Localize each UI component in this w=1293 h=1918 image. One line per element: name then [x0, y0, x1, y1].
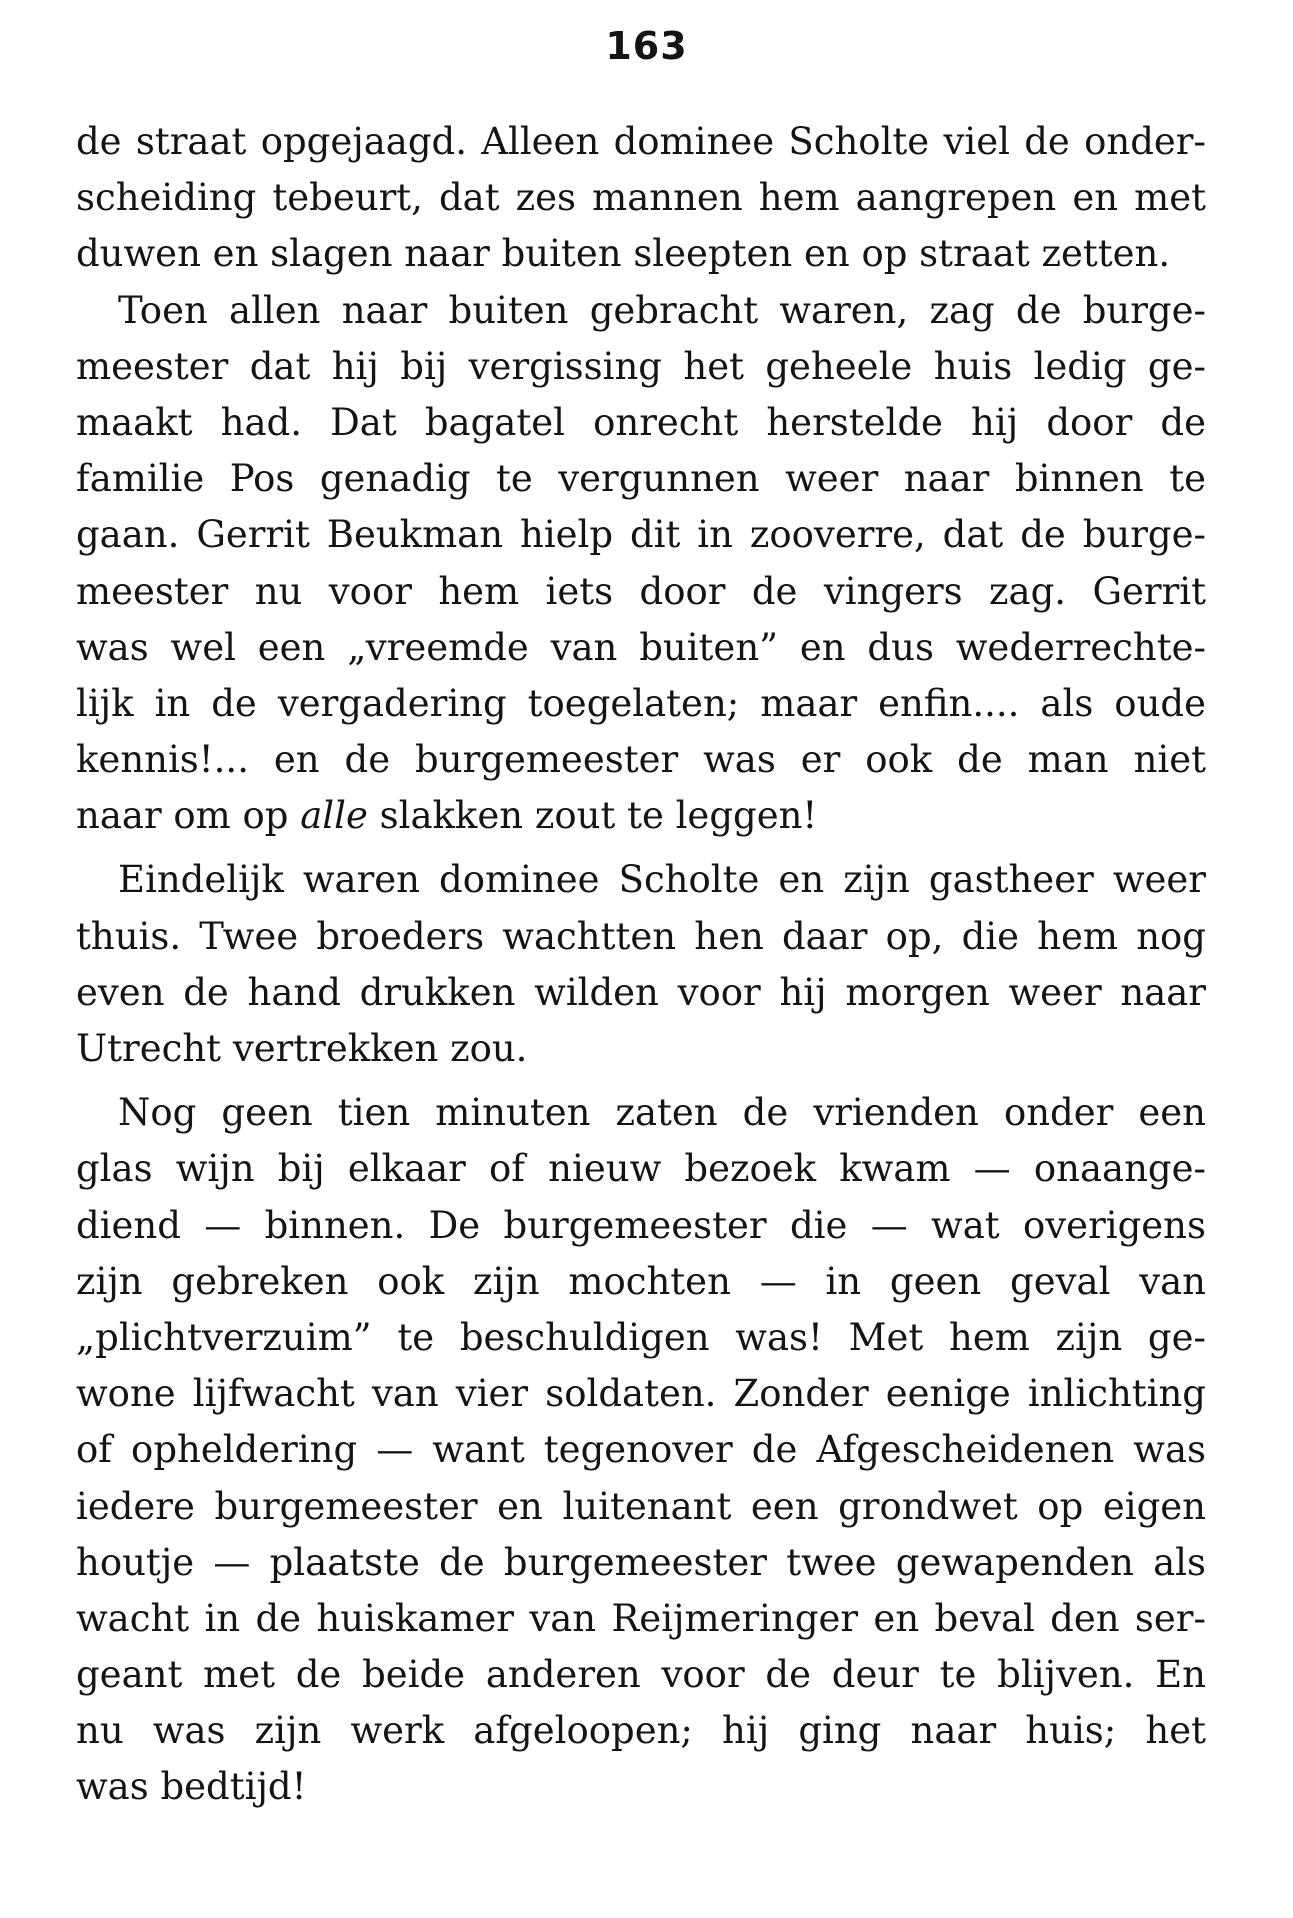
text-line: kennis!... en de burgemeester was er ook de man niet: [76, 738, 1206, 782]
paragraph-spacer: [76, 1077, 1206, 1085]
text-line: even de hand drukken wilden voor hij morgen weer naar: [76, 970, 1206, 1014]
text-line: gaan. Gerrit Beukman hielp dit in zooverre, dat de burge-: [76, 513, 1206, 557]
text-line: [76, 788, 1206, 844]
text-line: Nog geen tien minuten zaten de vrienden onder een: [118, 1091, 1206, 1135]
text-line: wacht in de huiskamer van Reijmeringer en beval den ser-: [76, 1596, 1206, 1640]
text-line: diend — binnen. De burgemeester die — wat overigens: [76, 1203, 1206, 1247]
paragraph-1: [76, 114, 1206, 283]
text-line: scheiding tebeurt, dat zes mannen hem aangrepen en met: [76, 176, 1206, 220]
text-line: meester dat hij bij vergissing het geheele huis ledig ge-: [76, 344, 1206, 388]
text-line: geant met de beide anderen voor de deur te blijven. En: [76, 1653, 1206, 1697]
text-line: thuis. Twee broeders wachtten hen daar op, die hem nog: [76, 914, 1206, 958]
paragraph-4: [76, 1085, 1206, 1815]
body-text: [76, 114, 1206, 1816]
text-line: zijn gebreken ook zijn mochten — in geen geval van: [76, 1259, 1206, 1303]
emphasized-word: alle: [300, 794, 368, 838]
paragraph-3: [76, 852, 1206, 1077]
paragraph-2: [76, 283, 1206, 845]
text-line: Toen allen naar buiten gebracht waren, zag de burge-: [118, 288, 1206, 332]
text-line: glas wijn bij elkaar of nieuw bezoek kwam — onaange-: [76, 1147, 1206, 1191]
paragraph-spacer: [76, 844, 1206, 852]
page-number: 163: [605, 24, 688, 68]
text-line: houtje — plaatste de burgemeester twee gewapenden als: [76, 1540, 1206, 1584]
text-line: maakt had. Dat bagatel onrecht herstelde hij door de: [76, 400, 1206, 444]
text-line: was wel een „vreemde van buiten” en dus wederrechte-: [76, 625, 1206, 669]
text-line: meester nu voor hem iets door de vingers zag. Gerrit: [76, 569, 1206, 613]
text-line: nu was zijn werk afgeloopen; hij ging naar huis; het: [76, 1709, 1206, 1753]
text-line: of opheldering — want tegenover de Afgescheidenen was: [76, 1428, 1206, 1472]
text-line: duwen en slagen naar buiten sleepten en op straat zetten.: [76, 232, 1171, 276]
text-line: familie Pos genadig te vergunnen weer naar binnen te: [76, 457, 1206, 501]
text-line: de straat opgejaagd. Alleen dominee Scholte viel de onder-: [76, 120, 1206, 163]
text-segment: slakken zout te leggen!: [367, 794, 818, 838]
text-line: Utrecht vertrekken zou.: [76, 1027, 528, 1070]
text-segment: naar om op: [76, 794, 301, 838]
text-line: wone lijfwacht van vier soldaten. Zonder eenige inlichting: [76, 1372, 1206, 1416]
text-line: „plichtverzuim” te beschuldigen was! Met hem zijn ge-: [76, 1315, 1206, 1359]
text-line: Eindelijk waren dominee Scholte en zijn gastheer weer: [118, 858, 1206, 902]
text-line: was bedtijd!: [76, 1765, 307, 1809]
text-line: iedere burgemeester en luitenant een grondwet op eigen: [76, 1484, 1206, 1528]
text-line: lijk in de vergadering toegelaten; maar enfin.... als oude: [76, 681, 1206, 725]
